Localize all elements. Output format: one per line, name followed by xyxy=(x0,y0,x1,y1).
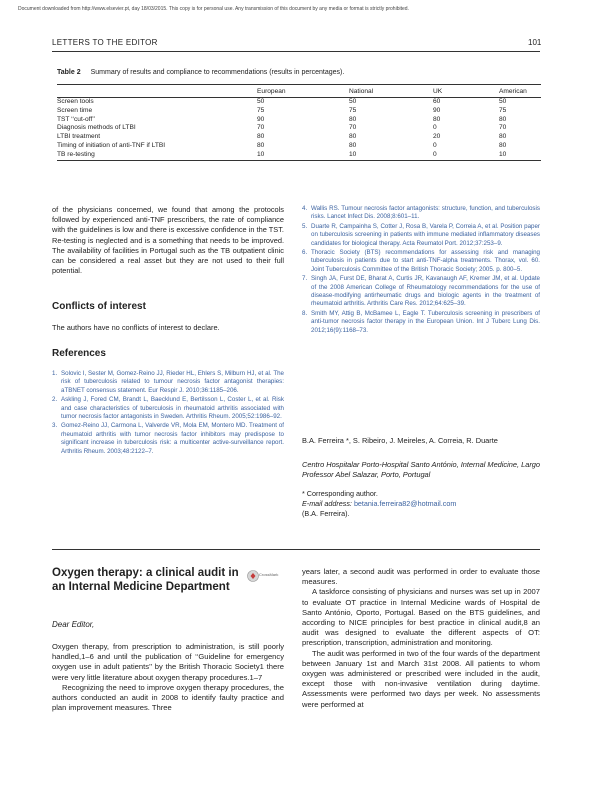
reference-number: 7. xyxy=(302,275,308,283)
corresponding-note: * Corresponding author. xyxy=(302,489,378,498)
table-cell: Screen tools xyxy=(57,98,94,105)
reference-number: 6. xyxy=(302,249,308,257)
running-head: LETTERS TO THE EDITOR xyxy=(52,38,158,47)
table-cell: 0 xyxy=(433,141,437,149)
table-caption xyxy=(57,69,344,76)
table-row xyxy=(57,133,541,142)
reference-item[interactable] xyxy=(302,275,540,309)
table-cell: 60 xyxy=(433,98,441,105)
table-cell: TB re-testing xyxy=(57,150,95,158)
article-title: Oxygen therapy: a clinical audit in an Internal Medicine Department xyxy=(52,567,239,593)
article-body-right xyxy=(302,567,540,710)
body-paragraph: The audit was performed in two of the four wards of the department between January 1st and March 31st 2008. All patients to whom oxygen was administered or prescribed were included in the audit, except those with non-invasive ventilation during daytime. Assessments were performed two days per week. No assessments were performed at xyxy=(302,648,540,709)
table-row xyxy=(57,116,541,125)
table-header-cell: European xyxy=(257,87,286,95)
table-cell: LTBI treatment xyxy=(57,133,101,141)
table-cell: 50 xyxy=(499,98,507,105)
references-heading: References xyxy=(52,348,106,359)
reference-number: 8. xyxy=(302,309,308,317)
table-cell: 0 xyxy=(433,124,437,132)
table-cell: 80 xyxy=(499,141,507,149)
table-cell: 75 xyxy=(257,106,265,114)
table-cell: 90 xyxy=(257,115,265,123)
table-cell: 0 xyxy=(433,150,437,158)
table-cell: TST ‘‘cut-off’’ xyxy=(57,115,96,123)
reference-text: Gomez-Reino JJ, Carmona L, Valverde VR, Mola EM, Montero MD. Treatment of rheumatoid arthritis with tumor necrosis factor inhibitors may predispose to significant increase in tuberculosis risk: a multicenter active-surveillance report. Arthritis Rheum. 2003;48:2122–7. xyxy=(61,422,284,455)
reference-number: 1. xyxy=(52,370,58,377)
table-header-cell xyxy=(57,85,257,98)
author-list: B.A. Ferreira *, S. Ribeiro, J. Meireles, A. Correia, R. Duarte xyxy=(302,436,498,445)
page-number: 101 xyxy=(528,38,542,47)
table-cell: 75 xyxy=(499,106,507,114)
table-cell: 90 xyxy=(433,106,441,114)
table-cell: Screen time xyxy=(57,106,93,114)
table-cell: 80 xyxy=(257,133,265,141)
table-cell: Diagnosis methods of LTBI xyxy=(57,124,136,132)
article-divider xyxy=(52,549,540,550)
reference-text: Solovic I, Sester M, Gomez-Reino JJ, Rieder HL, Ehlers S, Milburn HJ, et al. The risk of tuberculosis related to tumour necrosis factor antagonist therapies: aTBNET consensus statement. Eur Respir J. 2010;36:1185–206. xyxy=(61,370,284,394)
table-row xyxy=(57,107,541,116)
references-list-left xyxy=(52,370,284,457)
conflicts-heading: Conflicts of interest xyxy=(52,301,146,312)
download-notice: Document downloaded from http://www.elsevier.pt, day 18/03/2015. This copy is for personal use. Any transmission of this document by any media or format is strictly prohibited. xyxy=(18,6,409,12)
crossmark-label: CrossMark xyxy=(259,572,279,577)
table-header-cell: American xyxy=(499,87,527,95)
reference-text: Thoracic Society (BTS) recommendations for assessing risk and managing tuberculosis in patients due to start anti-TNF-alpha treatments. Thorax, vol. 60. Joint Tuberculosis Committee of the British Thoracic Society; 2005. p. 800–5. xyxy=(311,249,540,273)
table-cell: 80 xyxy=(349,141,357,149)
reference-item[interactable] xyxy=(302,310,540,335)
reference-item[interactable] xyxy=(302,249,540,274)
reference-text: Duarte R, Campainha S, Cotter J, Rosa B, Varela P, Correia A, et al. Position paper on tuberculosis screening in patients with immune mediated inflammatory diseases candidates for biological therapy. Acta Reumatol Port. 2012;37:253–9. xyxy=(311,222,540,247)
table-cell: 80 xyxy=(499,133,507,141)
table-cell: 70 xyxy=(349,124,357,132)
reference-number: 5. xyxy=(302,222,308,230)
table-cell: 10 xyxy=(349,150,357,158)
article-body-left xyxy=(52,642,284,713)
body-paragraph: Oxygen therapy, from prescription to administration, is still poorly handled,1–6 and until the publication of ‘‘Guideline for emergency oxygen use in adult patients’’ by the British Thoracic Society1 there were very little literature about oxygen therapy procedures.1–7 xyxy=(52,642,284,682)
reference-item[interactable] xyxy=(52,370,284,395)
table-header-row xyxy=(57,85,541,98)
reference-item[interactable] xyxy=(302,205,540,222)
results-table xyxy=(57,84,541,161)
table-cell: 50 xyxy=(257,98,265,105)
table-header-cell: UK xyxy=(433,87,443,95)
email-line xyxy=(302,499,540,509)
reference-item[interactable] xyxy=(302,223,540,248)
reference-text: Askling J, Fored CM, Brandt L, Baecklund E, Bertilsson L, Coster L, et al. Risk and case characteristics of tuberculosis in rheumatoid arthritis associated with tumor necrosis factor antagonists in Sweden. Arthritis Rheum. 2005;52:1986–92. xyxy=(61,396,284,421)
table-label: Table 2 xyxy=(57,69,81,76)
reference-number: 4. xyxy=(302,205,308,212)
body-paragraph: Recognizing the need to improve oxygen therapy procedures, the authors conducted an audit in 2008 to identify faulty practice and plan improvement measures. Three xyxy=(52,682,284,713)
table-row xyxy=(57,124,541,133)
body-paragraph: years later, a second audit was performed in order to evaluate those measures. xyxy=(302,567,540,587)
table-caption-text: Summary of results and compliance to recommendations (results in percentages). xyxy=(90,69,345,76)
reference-text: Smith MY, Attig B, McBamee L, Eagle T. Tuberculosis screening in prescribers of anti-tumor necrosis factor therapy in the European Union. Int J Tuberc Lung Dis. 2012;16(9):1168–73. xyxy=(311,309,540,334)
salutation: Dear Editor, xyxy=(52,620,95,629)
reference-text: Singh JA, Furst DE, Bharat A, Curtis JR, Kavanaugh AF, Kremer JM, et al. Update of the 2008 American College of Rheumatology recommendations for the use of disease-modifying antirheumatic drugs and biologic agents in the treatment of rheumatoid arthritis. Arthritis Care Res. 2012;64:625–39. xyxy=(311,275,540,308)
table-cell: 50 xyxy=(349,98,357,105)
reference-number: 2. xyxy=(52,396,58,404)
reference-number: 3. xyxy=(52,422,58,430)
table-row xyxy=(57,98,541,107)
header-rule xyxy=(52,51,540,52)
crossmark-badge[interactable] xyxy=(247,568,279,584)
references-list-right xyxy=(302,205,540,336)
table-cell: 75 xyxy=(349,106,357,114)
table-cell: 80 xyxy=(257,141,265,149)
table-cell: 80 xyxy=(433,115,441,123)
table-cell: 80 xyxy=(349,133,357,141)
table-header-cell: National xyxy=(349,87,374,95)
reference-item[interactable] xyxy=(52,422,284,456)
table-cell: 10 xyxy=(257,150,265,158)
email-link[interactable]: betania.ferreira82@hotmail.com xyxy=(353,499,457,508)
table-cell: 80 xyxy=(499,115,507,123)
table-cell: 70 xyxy=(499,124,507,132)
table-cell: Timing of initiation of anti-TNF if LTBI xyxy=(57,141,166,149)
table-row xyxy=(57,151,541,160)
table-cell: 20 xyxy=(433,133,441,141)
table-row xyxy=(57,142,541,151)
body-paragraph: of the physicians concerned, we found that among the protocols followed by experienced anti-TNF prescribers, the rate of compliance with the guidelines is low and there is excessive confidence in the TST. Re-testing is neglected and is a something that needs to be improved. The availability of facilities in Portugal such as the TB outpatient clinic can be considered a real asset but they are not used to their full potential. xyxy=(52,205,284,276)
table-cell: 70 xyxy=(257,124,265,132)
affiliation: Centro Hospitalar Porto-Hospital Santo António, Internal Medicine, Largo Professor Abel Salazar, Porto, Portugal xyxy=(302,460,540,479)
table-cell: 80 xyxy=(349,115,357,123)
reference-text: Wallis RS. Tumour necrosis factor antagonists: structure, function, and tuberculosis risks. Lancet Infect Dis. 2008;8:601–11. xyxy=(311,205,540,221)
body-paragraph: A taskforce consisting of physicians and nurses was set up in 2007 to evaluate OT practice in Internal Medicine wards of Hospital de Santo António, Oporto, Portugal. Based on the BTS guidelines, and according to NICE principles for best practice in clinical audit,8 an audit was designed to evaluate the different aspects of OT: prescription, transcription, administration and monitoring. xyxy=(302,587,540,648)
table-cell: 10 xyxy=(499,150,507,158)
email-owner: (B.A. Ferreira). xyxy=(302,509,350,518)
conflicts-text: The authors have no conflicts of interest to declare. xyxy=(52,323,220,332)
reference-item[interactable] xyxy=(52,396,284,421)
email-label: E-mail address: xyxy=(302,499,352,508)
